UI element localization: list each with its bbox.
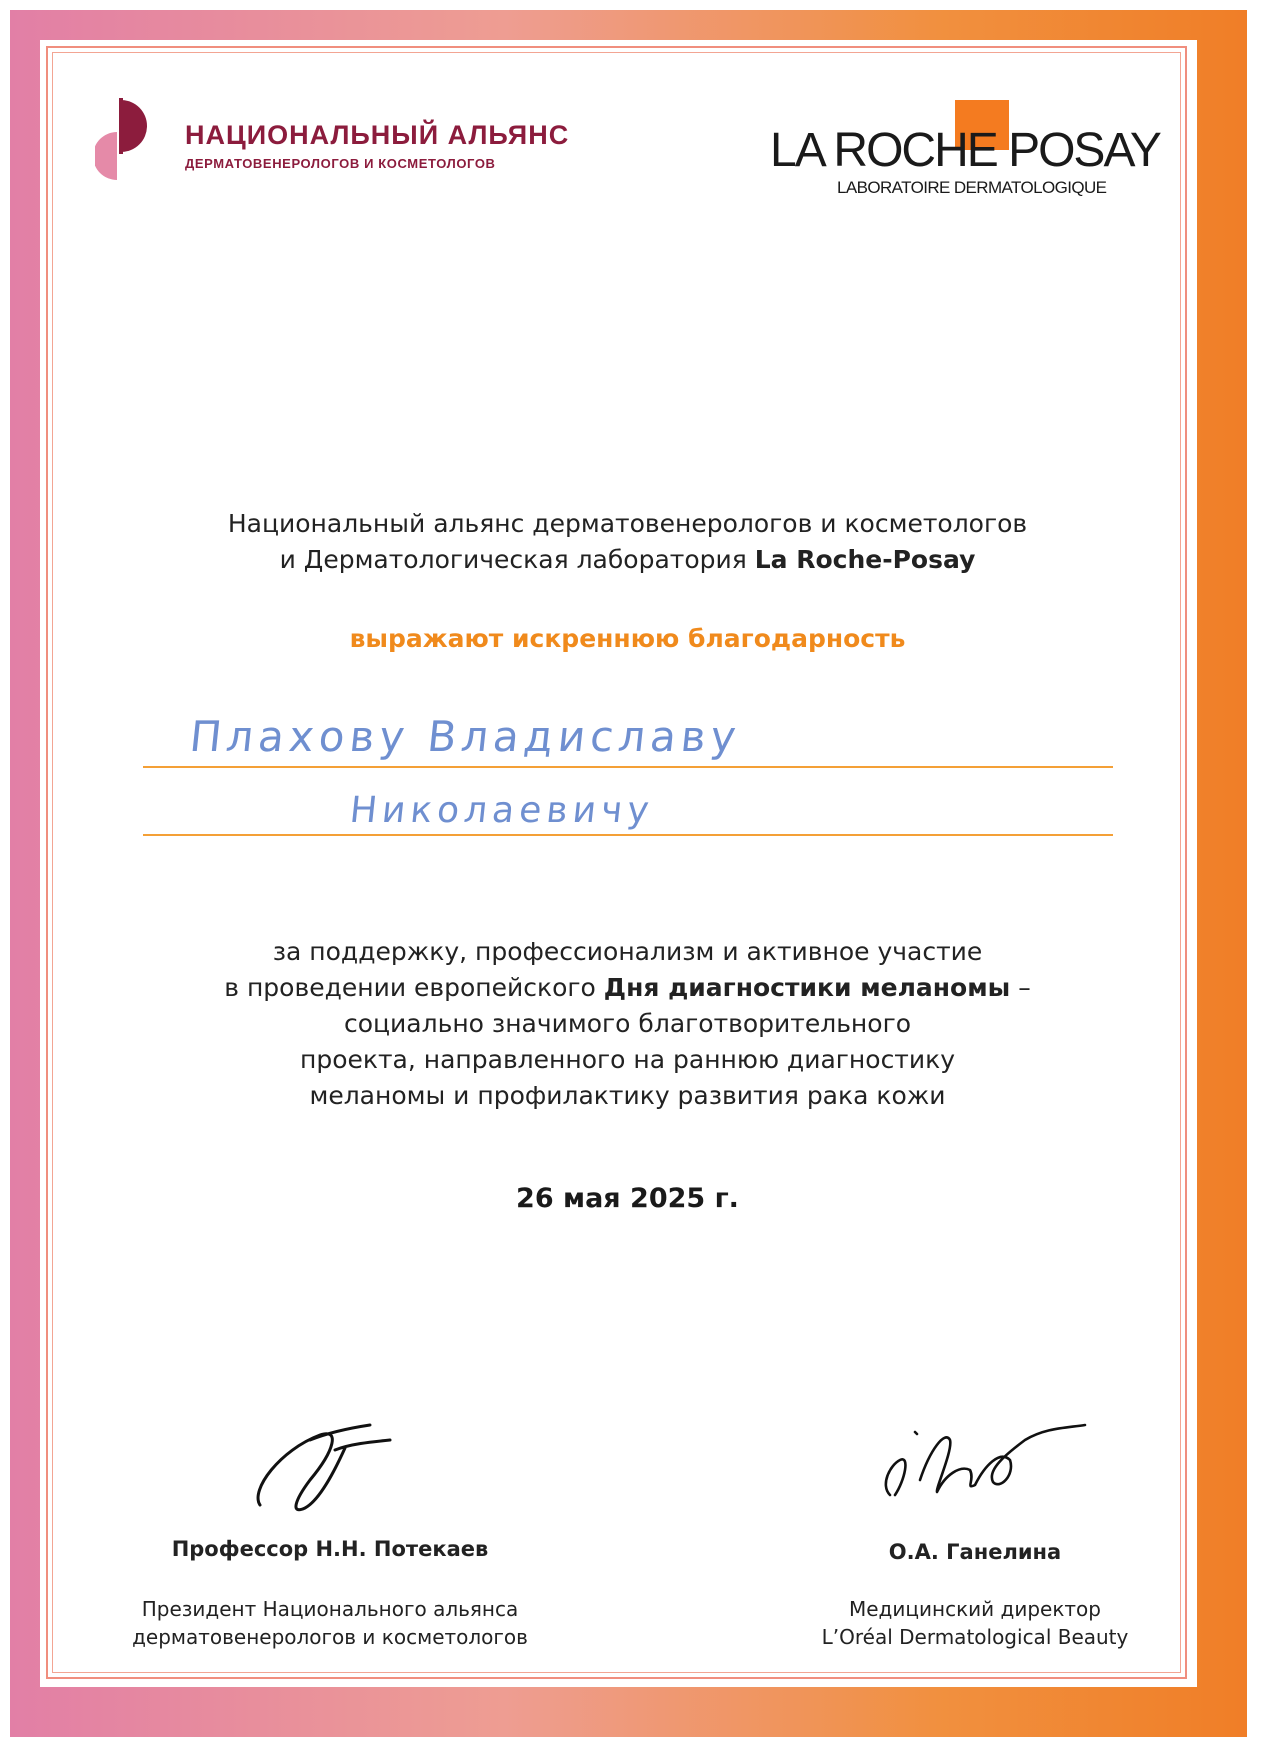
intro-brand: La Roche-Posay bbox=[754, 545, 976, 574]
intro-line-2 bbox=[100, 542, 1155, 578]
laroche-name: LA ROCHE POSAY bbox=[770, 124, 1160, 177]
reason-line-3: социально значимого благотворительного bbox=[343, 1009, 912, 1038]
left-signatory-name: Профессор Н.Н. Потекаев bbox=[171, 1537, 489, 1561]
reason-line-1: за поддержку, профессионализм и активное участие bbox=[272, 937, 983, 966]
reason-line-2 bbox=[100, 970, 1155, 1006]
name-underline-1 bbox=[143, 766, 1113, 768]
alliance-emblem-icon bbox=[95, 98, 175, 193]
right-signatory-title bbox=[770, 1595, 1180, 1651]
name-underline-2 bbox=[143, 834, 1113, 836]
right-title-line-1: Медицинский директор bbox=[849, 1597, 1101, 1621]
right-title-line-2: L’Oréal Dermatological Beauty bbox=[821, 1625, 1129, 1649]
gratitude-heading: выражают искреннюю благодарность bbox=[349, 624, 906, 653]
intro-line-2-prefix: и Дерматологическая лаборатория bbox=[279, 545, 755, 574]
alliance-name: НАЦИОНАЛЬНЫЙ АЛЬЯНС bbox=[185, 120, 570, 150]
reason-line-2-prefix: в проведении европейского bbox=[224, 973, 604, 1002]
laroche-subtitle: LABORATOIRE DERMATOLOGIQUE bbox=[837, 178, 1107, 197]
alliance-subtitle: ДЕРМАТОВЕНЕРОЛОГОВ И КОСМЕТОЛОГОВ bbox=[185, 156, 496, 171]
alliance-logo bbox=[95, 98, 615, 193]
intro-line-1: Национальный альянс дерматовенерологов и косметологов bbox=[227, 509, 1028, 538]
reason-text bbox=[100, 934, 1155, 1114]
reason-line-5: меланомы и профилактику развития рака кожи bbox=[309, 1081, 946, 1110]
left-signature bbox=[240, 1410, 410, 1520]
reason-line-4: проекта, направленного на раннюю диагностику bbox=[299, 1045, 956, 1074]
left-signatory-title bbox=[100, 1595, 560, 1651]
reason-line-2-suffix: – bbox=[1010, 973, 1031, 1002]
left-title-line-2: дерматовенерологов и косметологов bbox=[132, 1625, 528, 1649]
recipient-line-1: Плахову Владиславу bbox=[187, 712, 744, 761]
left-title-line-1: Президент Национального альянса bbox=[141, 1597, 519, 1621]
recipient-line-2: Николаевичу bbox=[347, 790, 656, 831]
right-signature bbox=[875, 1420, 1095, 1510]
reason-event: Дня диагностики меланомы bbox=[603, 973, 1011, 1002]
right-signatory-name: О.А. Ганелина bbox=[888, 1540, 1062, 1564]
certificate-date: 26 мая 2025 г. bbox=[516, 1183, 739, 1214]
laroche-posay-logo bbox=[770, 98, 1170, 208]
intro-text bbox=[100, 506, 1155, 578]
